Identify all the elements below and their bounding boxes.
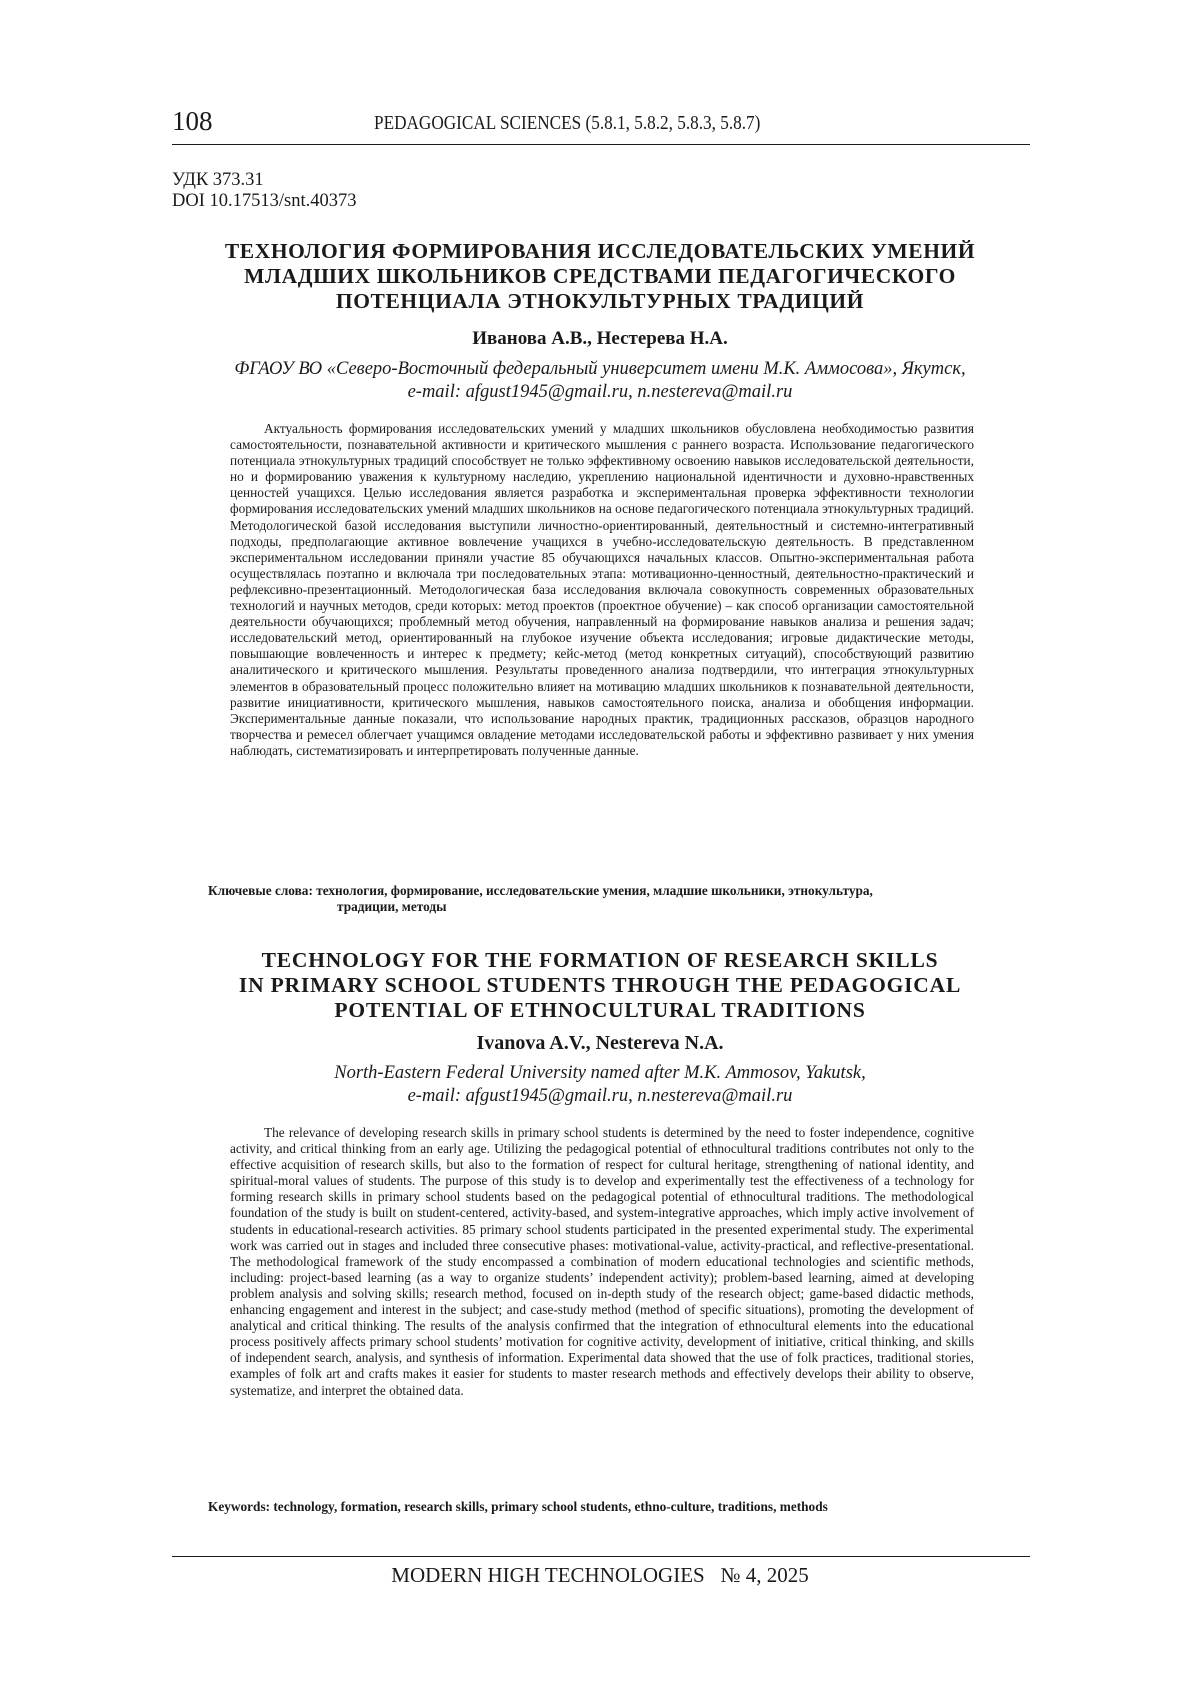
article-title-en [160,948,1040,1023]
article-title-ru [160,239,1040,314]
keywords-ru [208,883,1028,914]
running-header [172,104,1030,145]
article-identifiers [172,170,357,212]
keywords-en: Keywords: technology, formation, research skills, primary school students, ethno-culture, traditions, methods [208,1499,828,1514]
title-ru-line: ТЕХНОЛОГИЯ ФОРМИРОВАНИЯ ИССЛЕДОВАТЕЛЬСКИХ УМЕНИЙ [224,239,976,263]
affiliation-en [160,1062,1040,1107]
keywords-ru-line: традиции, методы [337,898,447,914]
affiliation-en-line: North-Eastern Federal University named after M.K. Ammosov, Yakutsk, [334,1063,866,1083]
doi: DOI 10.17513/snt.40373 [172,191,357,211]
title-ru-line: МЛАДШИХ ШКОЛЬНИКОВ СРЕДСТВАМИ ПЕДАГОГИЧЕСКОГО [244,264,956,288]
abstract-en: The relevance of developing research skills in primary school students is determined by the need to foster independence, cognitive activity, and critical thinking from an early age. Utilizing the pedagogical potential of ethnocultural traditions contributes not only to the effective acquisition of research skills, but also to the formation of respect for cultural heritage, strengthening of national identity, and spiritual-moral values of students. The purpose of this study is to develop and experimentally test the effectiveness of a technology for forming research skills in primary school students based on the pedagogical potential of ethnocultural traditions. The methodological foundation of the study is built on student-centered, activity-based, and system-integrative approaches, which imply active involvement of students in educational-research activities. 85 primary school students participated in the presented experimental study. The experimental work was carried out in stages and included three consecutive phases: motivational-value, activity-practical, and reflective-presentational. The methodological framework of the study encompassed a combination of modern educational technologies and scientific methods, including: project-based learning (as a way to organize students’ independent activity); problem-based learning, aimed at developing problem analysis and solving skills; research method, focused on in-depth study of the research object; game-based didactic methods, enhancing engagement and interest in the subject; and case-study method (method of specific situations), promoting the development of analytical and critical thinking. The results of the analysis confirmed that the integration of ethnocultural elements into the educational process positively affects primary school students’ motivation for cognitive activity, development of initiative, critical thinking, and skills of independent search, analysis, and synthesis of information. Experimental data showed that the use of folk practices, traditional stories, examples of folk art and crafts makes it easier for students to master research methods and effectively develops their ability to observe, systematize, and interpret the obtained data. [230,1125,974,1398]
authors-ru: Иванова А.В., Нестерева Н.А. [472,328,728,349]
udc-code: УДК 373.31 [172,170,264,190]
authors-en: Ivanova A.V., Nestereva N.A. [476,1032,724,1054]
title-ru-line: ПОТЕНЦИАЛА ЭТНОКУЛЬТУРНЫХ ТРАДИЦИЙ [335,289,865,313]
affiliation-ru [160,358,1040,403]
footer-divider [172,1556,1030,1557]
journal-section-title: PEDAGOGICAL SCIENCES (5.8.1, 5.8.2, 5.8.3, 5.8.7) [374,112,761,134]
page-number: 108 [172,106,213,136]
title-en-line: IN PRIMARY SCHOOL STUDENTS THROUGH THE PEDAGOGICAL [238,973,962,997]
affiliation-ru-line: e-mail: afgust1945@gmail.ru, n.nestereva@mail.ru [407,381,793,402]
affiliation-en-line: e-mail: afgust1945@gmail.ru, n.nestereva@mail.ru [407,1085,793,1106]
title-en-line: POTENTIAL OF ETHNOCULTURAL TRADITIONS [334,998,866,1022]
journal-footer: MODERN HIGH TECHNOLOGIES № 4, 2025 [391,1563,809,1587]
affiliation-ru-line: ФГАОУ ВО «Северо-Восточный федеральный университет имени М.К. Аммосова», Якутск, [234,359,966,379]
abstract-ru: Актуальность формирования исследовательских умений у младших школьников обусловлена необходимостью развития самостоятельности, познавательной активности и критического мышления с раннего возраста. Использование педагогического потенциала этнокультурных традиций способствует не только эффективному освоению навыков исследовательской деятельности, но и формированию уважения к культурному наследию, укреплению национальной идентичности и духовно-нравственных ценностей учащихся. Целью исследования является разработка и экспериментальная проверка эффективности технологии формирования исследовательских умений младших школьников на основе педагогического потенциала этнокультурных традиций. Методологической базой исследования выступили личностно-ориентированный, деятельностный и системно-интегративный подходы, предполагающие активное вовлечение учащихся в учебно-исследовательскую деятельность. В представленном экспериментальном исследовании приняли участие 85 обучающихся начальных классов. Опытно-экспериментальная работа осуществлялась поэтапно и включала три последовательных этапа: мотивационно-ценностный, деятельностно-практический и рефлексивно-презентационный. Методологическая база исследования включала совокупность современных образовательных технологий и научных методов, среди которых: метод проектов (проектное обучение) – как способ организации самостоятельной деятельности обучающихся; проблемный метод обучения, направленный на формирование навыков анализа и решения задач; исследовательский метод, ориентированный на глубокое изучение объекта исследования; игровые дидактические методы, повышающие вовлеченность и интерес к предмету; кейс-метод (метод конкретных ситуаций), способствующий развитию аналитического и критического мышления. Результаты проведенного анализа подтвердили, что интеграция этнокультурных элементов в образовательный процесс положительно влияет на мотивацию младших школьников к познавательной деятельности, развитие инициативности, критического мышления, навыков самостоятельного поиска, анализа и обобщения информации. Экспериментальные данные показали, что использование народных практик, традиционных рассказов, образцов народного творчества и ремесел облегчает учащимся овладение методами исследовательской работы и эффективно развивает у них умения наблюдать, систематизировать и интерпретировать полученные данные. [230,421,974,758]
title-en-line: TECHNOLOGY FOR THE FORMATION OF RESEARCH SKILLS [261,948,939,972]
keywords-ru-line: Ключевые слова: технология, формирование, исследовательские умения, младшие школьники, этнокультура, [208,883,873,898]
